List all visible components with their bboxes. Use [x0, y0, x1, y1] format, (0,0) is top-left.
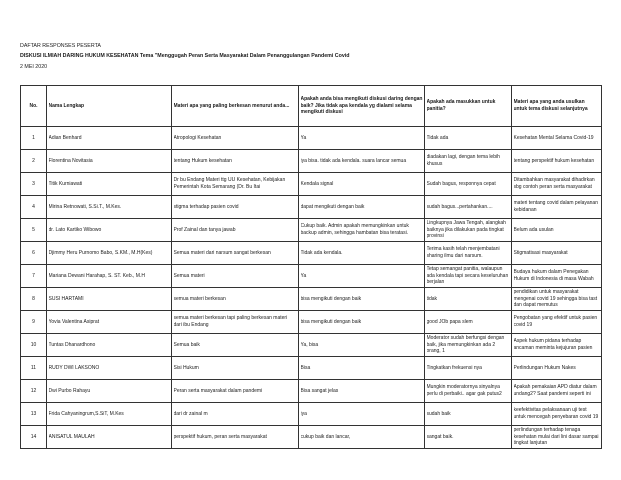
cell-feedback: sangat baik.: [425, 426, 512, 449]
cell-follow-discussion: Tidak ada kendala.: [299, 242, 425, 265]
header-no: No.: [21, 86, 47, 127]
cell-feedback: Moderator sudah berfungsi dengan baik, jika memungkinkan ada 2 orang, 1: [425, 334, 512, 357]
cell-favorite-material: dari dr zainal m: [172, 403, 299, 426]
header-feedback: Apakah ada masukkan untuk panitia?: [425, 86, 512, 127]
cell-follow-discussion: cukup baik dan lancar,: [299, 426, 425, 449]
cell-name: Titik Kurniawati: [47, 173, 172, 196]
table-row: [21, 219, 602, 242]
cell-name: Adian Benhard: [47, 127, 172, 150]
cell-follow-discussion: Ya: [299, 265, 425, 288]
cell-feedback: sudah bagus...pertahankan....: [425, 196, 512, 219]
cell-next-topic: Aspek hukum pidana terhadap ancaman meminta kejujuran pasien: [512, 334, 602, 357]
cell-feedback: Sudah bagus, responnya cepat: [425, 173, 512, 196]
cell-next-topic: Apakah pemakaian APD diatur dalam undang2? Saat pandemi seperti ini: [512, 380, 602, 403]
cell-no: 6: [21, 242, 47, 265]
cell-feedback: diadakan lagi, dengan tema lebih khusus: [425, 150, 512, 173]
cell-name: Mariana Dewani Harahap, S. ST. Keb., M.H: [47, 265, 172, 288]
table-row: [21, 242, 602, 265]
cell-favorite-material: semua materi berkesan: [172, 288, 299, 311]
table-row: [21, 127, 602, 150]
header-follow-discussion: Apakah anda bisa mengikuti diskusi daring dengan baik? Jika tidak apa kendala yg dialami selama mengikuti diskusi: [299, 86, 425, 127]
table-row: [21, 288, 602, 311]
cell-favorite-material: Semua baik: [172, 334, 299, 357]
cell-no: 10: [21, 334, 47, 357]
cell-follow-discussion: Ya: [299, 127, 425, 150]
cell-no: 5: [21, 219, 47, 242]
document-date: 2 MEI 2020: [20, 64, 48, 70]
cell-name: Yovia Valentina Asiprat: [47, 311, 172, 334]
cell-name: Tuntas Dhanardhono: [47, 334, 172, 357]
header-next-topic: Materi apa yang anda usulkan untuk tema diskusi selanjutnya: [512, 86, 602, 127]
cell-next-topic: keefektivitas pelaksanaan uji test untuk mencegah penyebaran covid 19: [512, 403, 602, 426]
cell-next-topic: tentang perspektif hukum kesehatan: [512, 150, 602, 173]
table-row: [21, 196, 602, 219]
cell-next-topic: Ditambahkan masyarakat dihadirkan sbg contoh peran serta masyarakat: [512, 173, 602, 196]
table-row: [21, 357, 602, 380]
cell-favorite-material: semua materi berkesan tapi paling berkesan materi dari ibu Endang: [172, 311, 299, 334]
cell-no: 13: [21, 403, 47, 426]
cell-no: 2: [21, 150, 47, 173]
table-row: [21, 403, 602, 426]
cell-feedback: good JOb papa slem: [425, 311, 512, 334]
cell-follow-discussion: Bisa: [299, 357, 425, 380]
cell-next-topic: materi tentang covid dalam pelayanan kebidanan: [512, 196, 602, 219]
cell-feedback: tidak: [425, 288, 512, 311]
cell-feedback: Tingkatkan frekuensi nya: [425, 357, 512, 380]
table-row: [21, 380, 602, 403]
cell-favorite-material: Peran serta masyarakat dalam pandemi: [172, 380, 299, 403]
header-name: Nama Lengkap: [47, 86, 172, 127]
cell-feedback: Mungkin moderatornya sinyalnya perlu di perbaiki.. agar gak putus2: [425, 380, 512, 403]
table-row: [21, 150, 602, 173]
cell-name: SUSI HARTAMI: [47, 288, 172, 311]
cell-no: 9: [21, 311, 47, 334]
cell-name: Djimmy Heru Purnomo Babo, S.KM., M.H(Kes): [47, 242, 172, 265]
cell-favorite-material: Sisi Hukum: [172, 357, 299, 380]
cell-name: Frida Cahyaningrum,S.SiT, M.Kes: [47, 403, 172, 426]
table-row: [21, 265, 602, 288]
cell-feedback: sudah baik: [425, 403, 512, 426]
cell-name: Dwi Purbo Rahayu: [47, 380, 172, 403]
cell-no: 3: [21, 173, 47, 196]
table-header-row: [21, 86, 602, 127]
cell-no: 14: [21, 426, 47, 449]
cell-no: 8: [21, 288, 47, 311]
table-row: [21, 311, 602, 334]
document-subtitle: DISKUSI ILMIAH DARING HUKUM KESEHATAN Tema "Menggugah Peran Serta Masyarakat Dalam Penanggulangan Pandemi Covid: [20, 53, 350, 59]
cell-favorite-material: Prof Zainal dan tanya jawab: [172, 219, 299, 242]
header-favorite-material: Materi apa yang paling berkesan menurut anda...: [172, 86, 299, 127]
cell-no: 12: [21, 380, 47, 403]
document-title: DAFTAR RESPONSES PESERTA: [20, 43, 101, 49]
cell-follow-discussion: Ya, bisa: [299, 334, 425, 357]
cell-next-topic: Budaya hukum dalam Penegakan Hukum di Indonesia di masa Wabah: [512, 265, 602, 288]
cell-no: 7: [21, 265, 47, 288]
cell-name: RUDY DWI LAKSONO: [47, 357, 172, 380]
cell-next-topic: Stigmatisasi masyarakat: [512, 242, 602, 265]
cell-follow-discussion: bisa mengikuti dengan baik: [299, 311, 425, 334]
cell-feedback: Tetap semangat panitia, walaupun ada kendala tapi secara keseluruhan berjalan: [425, 265, 512, 288]
cell-name: ANISATUL MAULAH: [47, 426, 172, 449]
cell-favorite-material: Atropologi Kesehatan: [172, 127, 299, 150]
cell-no: 1: [21, 127, 47, 150]
cell-next-topic: Kesehatan Mental Selama Covid-19: [512, 127, 602, 150]
cell-favorite-material: Semua materi: [172, 265, 299, 288]
cell-follow-discussion: Cukup baik. Admin apakah memungkinkan untuk backup admin, sehingga hambatan bisa teratasi.: [299, 219, 425, 242]
responses-table: [20, 85, 602, 449]
cell-feedback: Terima kasih telah menjembatani sharing ilmu dari narsum.: [425, 242, 512, 265]
cell-name: dr. Lato Kartiko Wibowo: [47, 219, 172, 242]
cell-follow-discussion: dapat mengikuti dengan baik: [299, 196, 425, 219]
cell-no: 4: [21, 196, 47, 219]
cell-favorite-material: tentang Hukum kesehatan: [172, 150, 299, 173]
cell-follow-discussion: Bisa sangat jelas: [299, 380, 425, 403]
cell-follow-discussion: iya: [299, 403, 425, 426]
cell-next-topic: Belum ada usulan: [512, 219, 602, 242]
cell-feedback: Tidak ada: [425, 127, 512, 150]
table-row: [21, 173, 602, 196]
cell-feedback: Lingkupnya Jawa Tengah, alangkah baiknya jika dilakukan pada tingkat provinsi: [425, 219, 512, 242]
cell-next-topic: perlindungan terhadap tenaga kesehatan mulai dari lini dasar sampai tingkat lanjutan: [512, 426, 602, 449]
cell-name: Florentina Novitasia: [47, 150, 172, 173]
cell-name: Mirina Retnowati, S.Si.T., M.Kes.: [47, 196, 172, 219]
cell-favorite-material: stigma terhadap pasien covid: [172, 196, 299, 219]
cell-favorite-material: Semua materi dari narsum sangat berkesan: [172, 242, 299, 265]
cell-next-topic: pendidikan untuk masyarakat mengenai covid 19 sehingga bisa tast dan dapat memutus: [512, 288, 602, 311]
cell-next-topic: Perlindungan Hukum Nakes: [512, 357, 602, 380]
cell-favorite-material: Dr bu Endang Materi ttg UU Kesehatan, Kebijakan Pemerintah Kota Semarang (Dr. Bu Itai: [172, 173, 299, 196]
table-row: [21, 426, 602, 449]
cell-favorite-material: perspektif hukum, peran serta masyarakat: [172, 426, 299, 449]
cell-no: 11: [21, 357, 47, 380]
cell-follow-discussion: Kendala signal: [299, 173, 425, 196]
table-row: [21, 334, 602, 357]
cell-next-topic: Pengobatan yang efektif untuk pasien covid 19: [512, 311, 602, 334]
cell-follow-discussion: bisa mengikuti dengan baik: [299, 288, 425, 311]
cell-follow-discussion: iya bisa. tidak ada kendala. suara lancar semua: [299, 150, 425, 173]
